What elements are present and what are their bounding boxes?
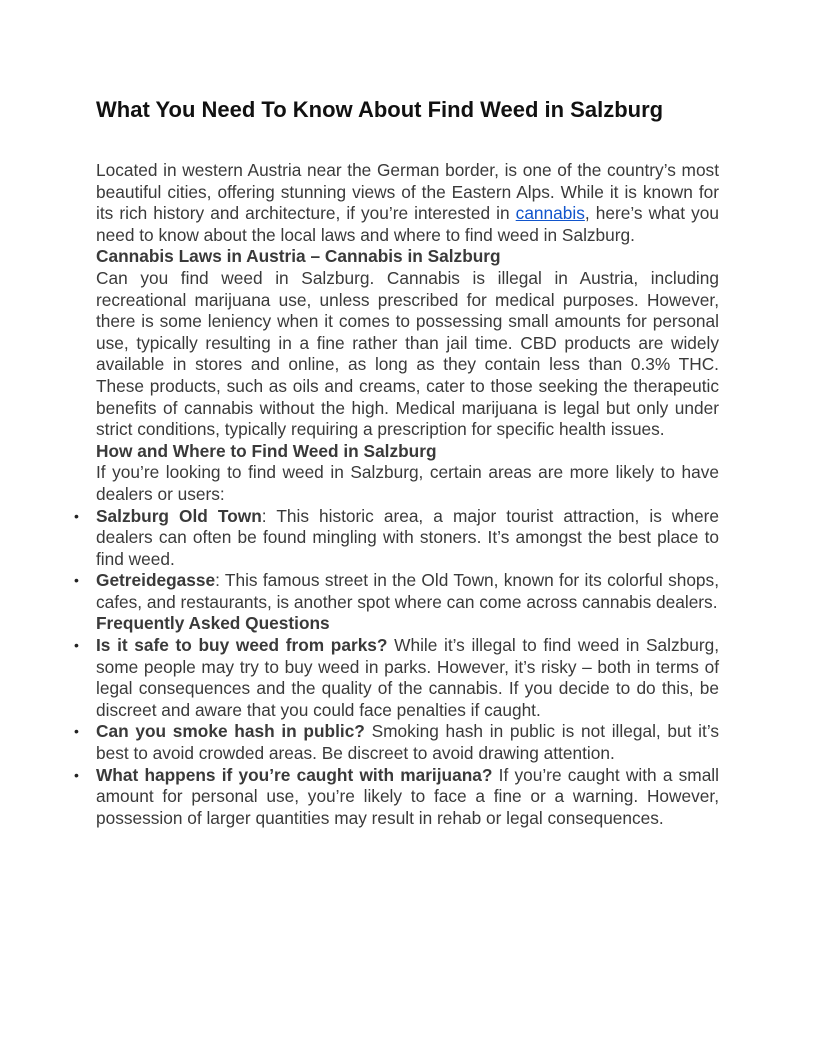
where-heading: How and Where to Find Weed in Salzburg	[96, 440, 437, 461]
page-title: What You Need To Know About Find Weed in Salzburg	[96, 97, 664, 122]
faq-question: What happens if you’re caught with marijuana?	[96, 764, 493, 785]
faq-item	[74, 721, 719, 764]
faq-answer: While it’s illegal to find weed in Salzburg, some people may try to buy weed in parks. However, it’s risky – both in terms of legal consequences and the quality of the cannabis. If you decide to do this, be discreet and aware that you could face penalties if caught.	[96, 635, 719, 720]
laws-paragraph: Can you find weed in Salzburg. Cannabis is illegal in Austria, including recreational marijuana use, unless prescribed for medical purposes. However, there is some leniency when it comes to possessing small amounts for personal use, typically resulting in a fine rather than jail time. CBD products are widely available in stores and online, as long as they contain less than 0.3% THC. These products, such as oils and creams, cater to those seeking the therapeutic benefits of cannabis without the high. Medical marijuana is legal but only under strict conditions, typically requiring a prescription for specific health issues.	[96, 267, 719, 440]
bullet-icon: •	[74, 723, 79, 740]
bullet-icon: •	[74, 572, 79, 589]
faq-heading: Frequently Asked Questions	[96, 613, 330, 634]
faq-answer: If you’re caught with a small amount for personal use, you’re likely to face a fine or a warning. However, possession of larger quantities may result in rehab or legal consequences.	[96, 764, 719, 828]
list-item	[74, 570, 719, 613]
title-spacer	[96, 126, 719, 160]
faq-answer: Smoking hash in public is not illegal, but it’s best to avoid crowded areas. Be discreet to avoid drawing attention.	[96, 721, 719, 764]
intro-paragraph	[96, 160, 719, 246]
document-page	[74, 94, 720, 829]
faq-question: Can you smoke hash in public?	[96, 721, 365, 742]
list-item	[74, 505, 719, 571]
intro-text-before-link: Located in western Austria near the German border, is one of the country’s most beautiful cities, offering stunning views of the Eastern Alps. While it is known for its rich history and architecture, if you’re interested in	[96, 160, 719, 224]
cannabis-link[interactable]: cannabis	[515, 203, 585, 224]
bullet-icon: •	[74, 507, 79, 524]
intro-text-after-link: , here’s what you need to know about the local laws and where to find weed in Salzburg.	[96, 203, 720, 245]
laws-heading: Cannabis Laws in Austria – Cannabis in Salzburg	[96, 246, 501, 267]
where-paragraph: If you’re looking to find weed in Salzburg, certain areas are more likely to have dealers or users:	[96, 462, 719, 504]
faq-item	[74, 764, 719, 830]
where-list	[74, 505, 719, 614]
bullet-icon: •	[74, 637, 79, 654]
list-item-text: : This famous street in the Old Town, known for its colorful shops, cafes, and restaurants, is another spot where can come across cannabis dealers.	[96, 570, 719, 612]
faq-question: Is it safe to buy weed from parks?	[96, 635, 388, 656]
bullet-icon: •	[74, 766, 79, 783]
list-item-term: Salzburg Old Town	[96, 505, 262, 526]
list-item-text: : This historic area, a major tourist attraction, is where dealers can often be found mingling with stoners. It’s amongst the best place to find weed.	[96, 505, 719, 569]
list-item-term: Getreidegasse	[96, 570, 216, 591]
faq-list	[74, 635, 719, 829]
faq-item	[74, 635, 719, 721]
